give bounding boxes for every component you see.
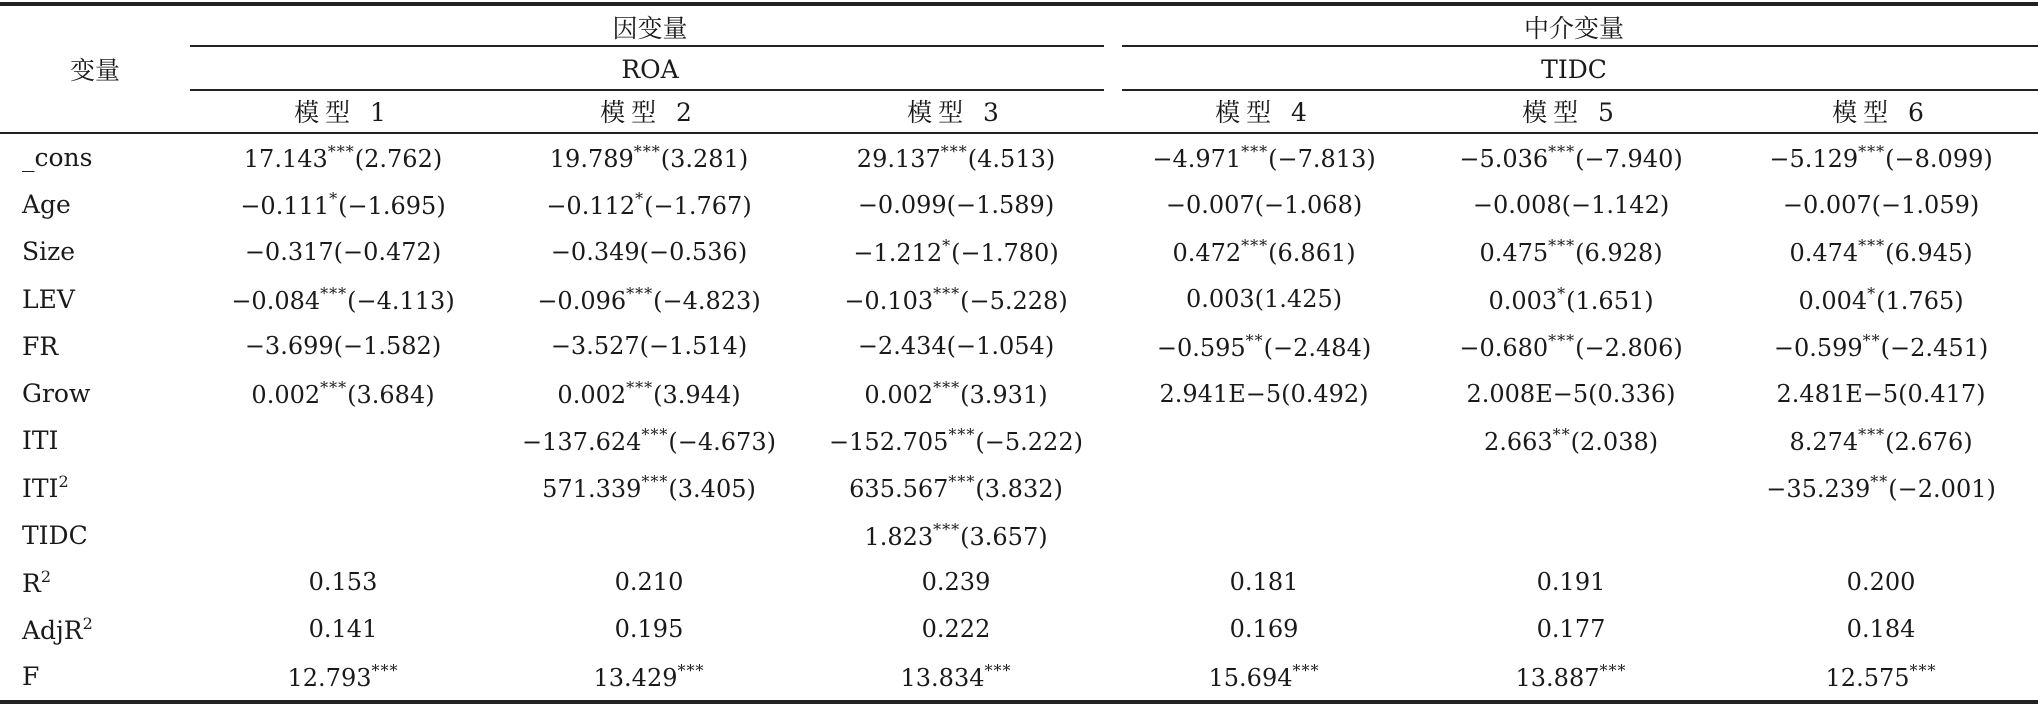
table-row: [0, 606, 2038, 653]
coefficient-value: 0.003: [1185, 285, 1255, 314]
coefficient-cell: [1418, 606, 1724, 653]
variable-name: _cons: [22, 143, 93, 173]
coefficient-cell: [1724, 512, 2038, 559]
coefficient-cell: [1110, 653, 1418, 702]
significance-stars: ***: [1599, 661, 1627, 681]
significance-stars: **: [1245, 330, 1264, 350]
coefficient-value: 15.694: [1208, 664, 1293, 693]
coefficient-cell: [1724, 370, 2038, 417]
coefficient-cell: [1418, 133, 1724, 181]
coefficient-value: −0.317: [244, 237, 334, 266]
variable-superscript: 2: [82, 613, 93, 633]
variable-name: LEV: [22, 284, 75, 314]
coefficient-cell: [1418, 512, 1724, 559]
variable-name: FR: [22, 331, 59, 361]
table-row: [0, 323, 2038, 370]
coefficient-cell: [190, 276, 496, 323]
table-row: [0, 228, 2038, 275]
coefficient-value: −0.007: [1165, 190, 1255, 219]
significance-stars: ***: [1858, 236, 1886, 256]
t-statistic: (−1.068): [1254, 190, 1363, 219]
t-statistic: (0.336): [1588, 379, 1676, 408]
coefficient-value: 571.339: [542, 475, 642, 504]
coefficient-value: 0.210: [614, 568, 684, 597]
mediator-group-rule-2: [1122, 89, 2038, 91]
t-statistic: (−1.589): [946, 190, 1055, 219]
t-statistic: (3.684): [347, 381, 435, 410]
coefficient-cell: [1110, 559, 1418, 606]
coefficient-cell: [802, 276, 1110, 323]
coefficient-value: 12.575: [1825, 664, 1910, 693]
coefficient-cell: [1110, 276, 1418, 323]
coefficient-cell: [496, 653, 802, 702]
model-header-1: 模型 1: [190, 90, 496, 133]
row-variable-label: [0, 512, 190, 559]
t-statistic: (1.651): [1566, 286, 1654, 315]
t-statistic: (−2.484): [1263, 333, 1372, 362]
significance-stars: ***: [626, 283, 654, 303]
row-variable-label: [0, 370, 190, 417]
t-statistic: (−5.222): [975, 428, 1083, 457]
table-body: [0, 133, 2038, 702]
coefficient-cell: [1724, 417, 2038, 464]
coefficient-value: 0.474: [1789, 239, 1859, 268]
model-header-4: 模型 4: [1110, 90, 1418, 133]
coefficient-cell: [190, 417, 496, 464]
significance-stars: ***: [933, 378, 961, 398]
coefficient-value: 19.789: [549, 145, 634, 174]
coefficient-value: 0.169: [1229, 615, 1299, 644]
coefficient-value: 13.429: [593, 664, 678, 693]
t-statistic: (0.492): [1281, 379, 1369, 408]
variable-name: ITI: [22, 426, 59, 456]
coefficient-value: −5.129: [1769, 145, 1859, 174]
t-statistic: (−8.099): [1885, 145, 1993, 174]
coefficient-cell: [1724, 323, 2038, 370]
coefficient-value: 0.184: [1846, 615, 1916, 644]
coefficient-cell: [1724, 606, 2038, 653]
table-row: [0, 181, 2038, 228]
header-row-models: [0, 90, 2038, 133]
coefficient-value: 2.663: [1483, 428, 1553, 457]
coefficient-cell: [1724, 559, 2038, 606]
t-statistic: (−4.823): [653, 286, 761, 315]
coefficient-cell: [1110, 133, 1418, 181]
coefficient-value: −0.084: [231, 286, 321, 315]
variable-column-header: 变量: [0, 4, 190, 133]
t-statistic: (−1.142): [1561, 190, 1670, 219]
t-statistic: (−1.767): [644, 192, 752, 221]
coefficient-value: 0.475: [1479, 239, 1549, 268]
coefficient-cell: [1724, 464, 2038, 511]
coefficient-cell: [1110, 181, 1418, 228]
coefficient-value: 0.153: [308, 568, 378, 597]
coefficient-value: −2.434: [857, 332, 947, 361]
significance-stars: ***: [1858, 425, 1886, 445]
table-row: [0, 276, 2038, 323]
coefficient-cell: [190, 181, 496, 228]
coefficient-value: 0.181: [1229, 568, 1299, 597]
table-row: [0, 370, 2038, 417]
coefficient-value: 0.195: [614, 615, 684, 644]
row-variable-label: [0, 133, 190, 181]
significance-stars: ***: [1548, 330, 1576, 350]
coefficient-value: −3.527: [550, 332, 640, 361]
t-statistic: (−1.582): [333, 332, 442, 361]
significance-stars: *: [329, 189, 339, 209]
significance-stars: **: [1870, 472, 1889, 492]
dependent-group-rule-2: [190, 89, 1104, 91]
coefficient-cell: [1418, 181, 1724, 228]
coefficient-value: −0.349: [550, 237, 640, 266]
significance-stars: ***: [1241, 142, 1269, 162]
coefficient-value: 635.567: [849, 475, 949, 504]
variable-name: Age: [22, 190, 71, 220]
coefficient-cell: [190, 512, 496, 559]
header-row-variables: [0, 48, 2038, 90]
t-statistic: (2.762): [354, 145, 443, 174]
significance-stars: *: [1867, 283, 1877, 303]
significance-stars: ***: [371, 661, 399, 681]
t-statistic: (−0.472): [333, 237, 442, 266]
dependent-variable-name: ROA: [621, 54, 679, 84]
table-row: [0, 417, 2038, 464]
significance-stars: ***: [940, 142, 968, 162]
mediator-variable-group-header: [1110, 4, 2038, 48]
coefficient-cell: [802, 181, 1110, 228]
coefficient-cell: [496, 133, 802, 181]
t-statistic: (−1.514): [639, 332, 748, 361]
coefficient-value: −0.008: [1472, 190, 1562, 219]
coefficient-cell: [1110, 417, 1418, 464]
coefficient-cell: [1110, 464, 1418, 511]
coefficient-cell: [190, 323, 496, 370]
t-statistic: (2.038): [1570, 428, 1659, 457]
coefficient-value: 2.481E−5: [1776, 379, 1899, 408]
coefficient-cell: [496, 559, 802, 606]
coefficient-cell: [190, 133, 496, 181]
significance-stars: *: [635, 189, 645, 209]
coefficient-value: 0.177: [1536, 615, 1606, 644]
t-statistic: (1.425): [1254, 285, 1343, 314]
coefficient-value: 13.887: [1515, 664, 1600, 693]
model-header-6: 模型 6: [1724, 90, 2038, 133]
coefficient-value: 1.823: [864, 522, 934, 551]
header-row-groups: [0, 4, 2038, 48]
significance-stars: **: [1862, 330, 1881, 350]
row-variable-label: [0, 606, 190, 653]
coefficient-value: 0.222: [921, 615, 991, 644]
t-statistic: (3.944): [653, 381, 741, 410]
coefficient-cell: [1418, 417, 1724, 464]
coefficient-cell: [1110, 370, 1418, 417]
row-variable-label: [0, 228, 190, 275]
row-variable-label: [0, 464, 190, 511]
coefficient-cell: [802, 323, 1110, 370]
variable-superscript: 2: [40, 566, 52, 586]
coefficient-cell: [1110, 606, 1418, 653]
coefficient-cell: [802, 606, 1110, 653]
coefficient-value: 0.191: [1536, 568, 1606, 597]
coefficient-cell: [496, 323, 802, 370]
t-statistic: (3.657): [960, 522, 1048, 551]
coefficient-value: 8.274: [1789, 428, 1859, 457]
t-statistic: (6.945): [1885, 239, 1973, 268]
coefficient-cell: [1418, 370, 1724, 417]
significance-stars: *: [942, 236, 952, 256]
coefficient-cell: [190, 228, 496, 275]
mediator-group-label: 中介变量: [1524, 14, 1625, 43]
coefficient-cell: [1724, 181, 2038, 228]
coefficient-cell: [802, 512, 1110, 559]
significance-stars: ***: [933, 283, 961, 303]
t-statistic: (−1.059): [1871, 190, 1980, 219]
coefficient-value: 0.003: [1488, 286, 1558, 315]
variable-name: F: [22, 662, 40, 692]
coefficient-cell: [190, 370, 496, 417]
t-statistic: (2.676): [1885, 428, 1973, 457]
coefficient-value: 0.472: [1172, 239, 1242, 268]
coefficient-value: −1.212: [853, 239, 943, 268]
coefficient-cell: [496, 417, 802, 464]
t-statistic: (3.405): [668, 475, 756, 504]
coefficient-value: 0.002: [864, 381, 934, 410]
coefficient-value: −3.699: [244, 332, 334, 361]
significance-stars: ***: [626, 378, 654, 398]
t-statistic: (−5.228): [960, 286, 1068, 315]
variable-name: ITI: [22, 474, 59, 504]
coefficient-cell: [1418, 464, 1724, 511]
coefficient-value: 0.239: [921, 568, 991, 597]
coefficient-cell: [1724, 133, 2038, 181]
t-statistic: (−2.451): [1880, 333, 1989, 362]
model-header-3: 模型 3: [802, 90, 1110, 133]
coefficient-cell: [190, 606, 496, 653]
coefficient-value: −0.112: [546, 192, 636, 221]
t-statistic: (−1.695): [338, 192, 446, 221]
coefficient-value: −0.103: [844, 286, 934, 315]
coefficient-value: −0.007: [1782, 190, 1872, 219]
row-variable-label: [0, 653, 190, 702]
coefficient-value: −0.680: [1459, 333, 1549, 362]
t-statistic: (3.931): [960, 381, 1048, 410]
significance-stars: ***: [1858, 142, 1886, 162]
mediator-group-rule-1: [1122, 45, 2038, 47]
coefficient-value: 17.143: [243, 145, 328, 174]
coefficient-cell: [496, 370, 802, 417]
variable-name: TIDC: [22, 520, 88, 550]
model-header-2: 模型 2: [496, 90, 802, 133]
significance-stars: ***: [320, 283, 348, 303]
coefficient-cell: [190, 464, 496, 511]
row-variable-label: [0, 276, 190, 323]
coefficient-cell: [496, 228, 802, 275]
table-row: [0, 653, 2038, 702]
table-row: [0, 133, 2038, 181]
t-statistic: (0.417): [1898, 379, 1986, 408]
significance-stars: ***: [984, 661, 1012, 681]
coefficient-value: −0.111: [240, 192, 330, 221]
coefficient-cell: [1724, 653, 2038, 702]
t-statistic: (3.281): [660, 145, 749, 174]
mediator-variable-name: TIDC: [1541, 54, 1607, 84]
t-statistic: (−2.001): [1888, 475, 1996, 504]
coefficient-cell: [802, 417, 1110, 464]
t-statistic: (−0.536): [639, 237, 748, 266]
coefficient-value: −0.096: [537, 286, 627, 315]
t-statistic: (−4.113): [347, 286, 455, 315]
coefficient-cell: [496, 181, 802, 228]
significance-stars: ***: [1292, 661, 1320, 681]
significance-stars: ***: [327, 142, 355, 162]
coefficient-value: −137.624: [522, 428, 642, 457]
significance-stars: ***: [1548, 142, 1576, 162]
significance-stars: ***: [1909, 661, 1937, 681]
significance-stars: ***: [1241, 236, 1269, 256]
coefficient-value: 13.834: [900, 664, 985, 693]
significance-stars: ***: [1548, 236, 1576, 256]
coefficient-value: 0.002: [557, 381, 627, 410]
regression-table: [0, 2, 2038, 704]
dependent-variable-group-header: [190, 4, 1110, 48]
coefficient-cell: [802, 559, 1110, 606]
t-statistic: (1.765): [1876, 286, 1964, 315]
coefficient-cell: [496, 606, 802, 653]
coefficient-cell: [496, 512, 802, 559]
table-row: [0, 512, 2038, 559]
model-header-5: 模型 5: [1418, 90, 1724, 133]
coefficient-value: −152.705: [829, 428, 949, 457]
row-variable-label: [0, 323, 190, 370]
coefficient-value: −5.036: [1459, 145, 1549, 174]
coefficient-cell: [496, 276, 802, 323]
coefficient-value: −4.971: [1152, 145, 1242, 174]
coefficient-value: −0.099: [857, 190, 947, 219]
significance-stars: ***: [677, 661, 705, 681]
t-statistic: (4.513): [967, 145, 1056, 174]
coefficient-cell: [1110, 323, 1418, 370]
significance-stars: *: [1557, 283, 1567, 303]
coefficient-cell: [1724, 276, 2038, 323]
variable-name: R: [22, 568, 41, 598]
coefficient-cell: [1110, 228, 1418, 275]
coefficient-cell: [496, 464, 802, 511]
coefficient-value: 29.137: [856, 145, 941, 174]
t-statistic: (6.928): [1575, 239, 1663, 268]
row-variable-label: [0, 417, 190, 464]
coefficient-value: −0.595: [1156, 333, 1246, 362]
dependent-group-rule-1: [190, 45, 1104, 47]
coefficient-cell: [190, 559, 496, 606]
variable-name: Size: [22, 237, 76, 267]
coefficient-cell: [802, 464, 1110, 511]
table-row: [0, 559, 2038, 606]
coefficient-cell: [802, 653, 1110, 702]
coefficient-value: 0.004: [1798, 286, 1868, 315]
coefficient-value: 2.941E−5: [1159, 379, 1282, 408]
t-statistic: (−7.813): [1268, 145, 1376, 174]
significance-stars: ***: [641, 472, 669, 492]
t-statistic: (−7.940): [1575, 145, 1683, 174]
coefficient-value: 0.141: [308, 615, 378, 644]
coefficient-cell: [1418, 559, 1724, 606]
significance-stars: ***: [933, 519, 961, 539]
t-statistic: (3.832): [975, 475, 1063, 504]
t-statistic: (−4.673): [668, 428, 776, 457]
dependent-group-label: 因变量: [612, 14, 688, 43]
t-statistic: (−2.806): [1575, 333, 1683, 362]
variable-name: Grow: [22, 379, 91, 409]
coefficient-cell: [1418, 323, 1724, 370]
variable-superscript: 2: [58, 472, 69, 492]
coefficient-cell: [802, 228, 1110, 275]
significance-stars: ***: [320, 378, 348, 398]
coefficient-cell: [1724, 228, 2038, 275]
coefficient-cell: [1418, 228, 1724, 275]
significance-stars: ***: [641, 425, 669, 445]
coefficient-cell: [1110, 512, 1418, 559]
coefficient-cell: [1418, 653, 1724, 702]
coefficient-cell: [802, 133, 1110, 181]
coefficient-value: 0.002: [251, 381, 321, 410]
significance-stars: ***: [948, 425, 976, 445]
t-statistic: (−1.780): [951, 239, 1059, 268]
significance-stars: **: [1552, 425, 1571, 445]
table-row: [0, 464, 2038, 511]
variable-name: AdjR: [22, 615, 83, 645]
coefficient-value: −0.599: [1773, 333, 1863, 362]
coefficient-cell: [190, 653, 496, 702]
significance-stars: ***: [633, 142, 661, 162]
coefficient-value: 2.008E−5: [1466, 379, 1589, 408]
coefficient-value: 0.200: [1846, 568, 1916, 597]
row-variable-label: [0, 559, 190, 606]
t-statistic: (6.861): [1268, 239, 1356, 268]
coefficient-cell: [1418, 276, 1724, 323]
coefficient-value: 12.793: [287, 664, 372, 693]
coefficient-cell: [802, 370, 1110, 417]
coefficient-value: −35.239: [1766, 475, 1871, 504]
significance-stars: ***: [948, 472, 976, 492]
row-variable-label: [0, 181, 190, 228]
t-statistic: (−1.054): [946, 332, 1055, 361]
